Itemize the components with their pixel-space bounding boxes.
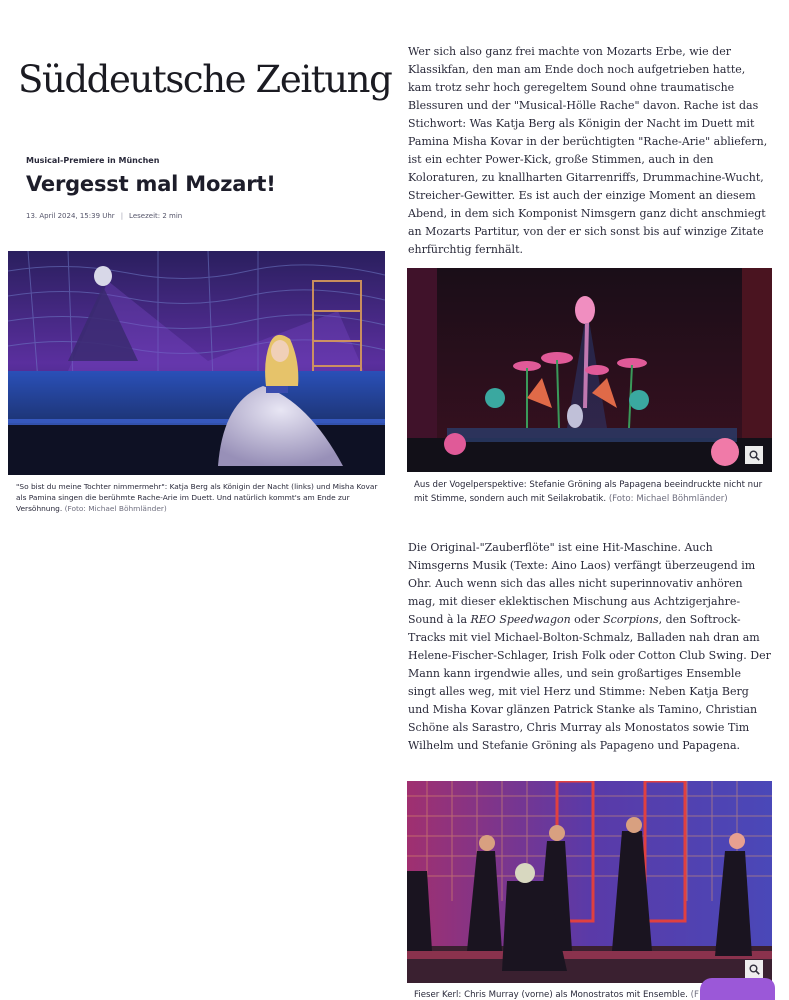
magnifier-icon <box>749 964 760 975</box>
paragraph-2-text-c: , den Softrock-Tracks mit viel Michael-Bolton-Schmalz, Balladen nah dran am Helene-Fischer-Schlager, Irish Folk oder Cotton Club Swing. Der Mann kann irgendwie alles, und sein großartiges Ensemble singt alles weg, mit viel Herz und Stimme: Neben Katja Berg und Misha Kovar glänzen Patrick Stanke als Tamino, Christian Schöne als Sarastro, Chris Murray als Monostatos sowie Tim Wilhelm und Stefanie Gröning als Papageno und Papagena. <box>408 613 771 752</box>
photo-monostatos-image <box>407 781 772 983</box>
photo-rache-arie-image <box>8 251 385 475</box>
overlay-badge[interactable] <box>700 978 775 1000</box>
paragraph-2-text-a: Die Original-"Zauberflöte" ist eine Hit-Maschine. Auch Nimsgerns Musik (Texte: Aino Laos) verfängt überzeugend im Ohr. Auch wenn sich das alles nicht superinnovativ anhören mag, mit dieser eklektischen Mischung aus Achtzigerjahre-Sound à la <box>408 541 756 626</box>
caption-text: Fieser Kerl: Chris Murray (vorne) als Monostratos mit Ensemble. <box>414 990 688 1000</box>
article-paragraph-1: Wer sich also ganz frei machte von Mozarts Erbe, wie der Klassikfan, den man am Ende doch noch aufgetrieben hatte, kam trotz sehr hoch geregeltem Sound ohne traumatische Blessuren und der "Musical-Hölle Rache" davon. Rache ist das Stichwort: Was Katja Berg als Königin der Nacht im Duett mit Pamina Misha Kovar in der berüchtigten "Rache-Arie" abliefern, ist ein echter Power-Kick, große Stimmen, auch in den Koloraturen, zu knallharten Gitarrenriffs, Drummachine-Wucht, Streicher-Gewitter. Es ist auch der einzige Moment an diesem Abend, in dem sich Komponist Nimsgern ganz dicht anschmiegt an Mozarts Partitur, von der er sich sonst bis auf winzige Zitate ehrfürchtig fernhält. <box>408 45 768 256</box>
article-paragraph-2 <box>408 539 772 755</box>
article-kicker: Musical-Premiere in München <box>26 156 160 165</box>
reading-time: Lesezeit: 2 min <box>129 212 183 220</box>
photo-rache-arie[interactable] <box>8 251 385 475</box>
paragraph-2-band-reo: REO Speedwagon <box>470 613 571 626</box>
caption-text: Aus der Vogelperspektive: Stefanie Gröning als Papagena beeindruckte nicht nur mit Stimme, sondern auch mit Seilakrobatik. <box>414 480 763 504</box>
photo-papagena-caption <box>414 478 764 506</box>
article-meta <box>26 212 182 220</box>
paragraph-2-text-b: oder <box>570 613 604 626</box>
zoom-button-photo-3[interactable] <box>745 960 763 978</box>
caption-text: "So bist du meine Tochter nimmermehr": Katja Berg als Königin der Nacht (links) und Misha Kovar als Pamina singen die berühmte Rache-Arie im Duett. Und natürlich kommt's am Ende zur Versöhnung. <box>16 482 378 513</box>
meta-separator: | <box>120 212 124 220</box>
magnifier-icon <box>749 450 760 461</box>
photo-rache-arie-caption <box>16 481 386 514</box>
caption-credit: (Foto: Michael Böhmländer) <box>64 504 167 513</box>
paragraph-2-band-scorpions: Scorpions <box>603 613 659 626</box>
caption-credit: (F <box>690 990 699 1000</box>
zoom-button-photo-2[interactable] <box>745 446 763 464</box>
publish-date: 13. April 2024, 15:39 Uhr <box>26 212 115 220</box>
caption-credit: (Foto: Michael Böhmländer) <box>608 494 728 504</box>
photo-papagena[interactable] <box>407 268 772 472</box>
masthead-logo[interactable]: Süddeutsche Zeitung <box>18 58 392 101</box>
photo-monostatos[interactable] <box>407 781 772 983</box>
article-headline: Vergesst mal Mozart! <box>26 172 276 196</box>
photo-papagena-image <box>407 268 772 472</box>
